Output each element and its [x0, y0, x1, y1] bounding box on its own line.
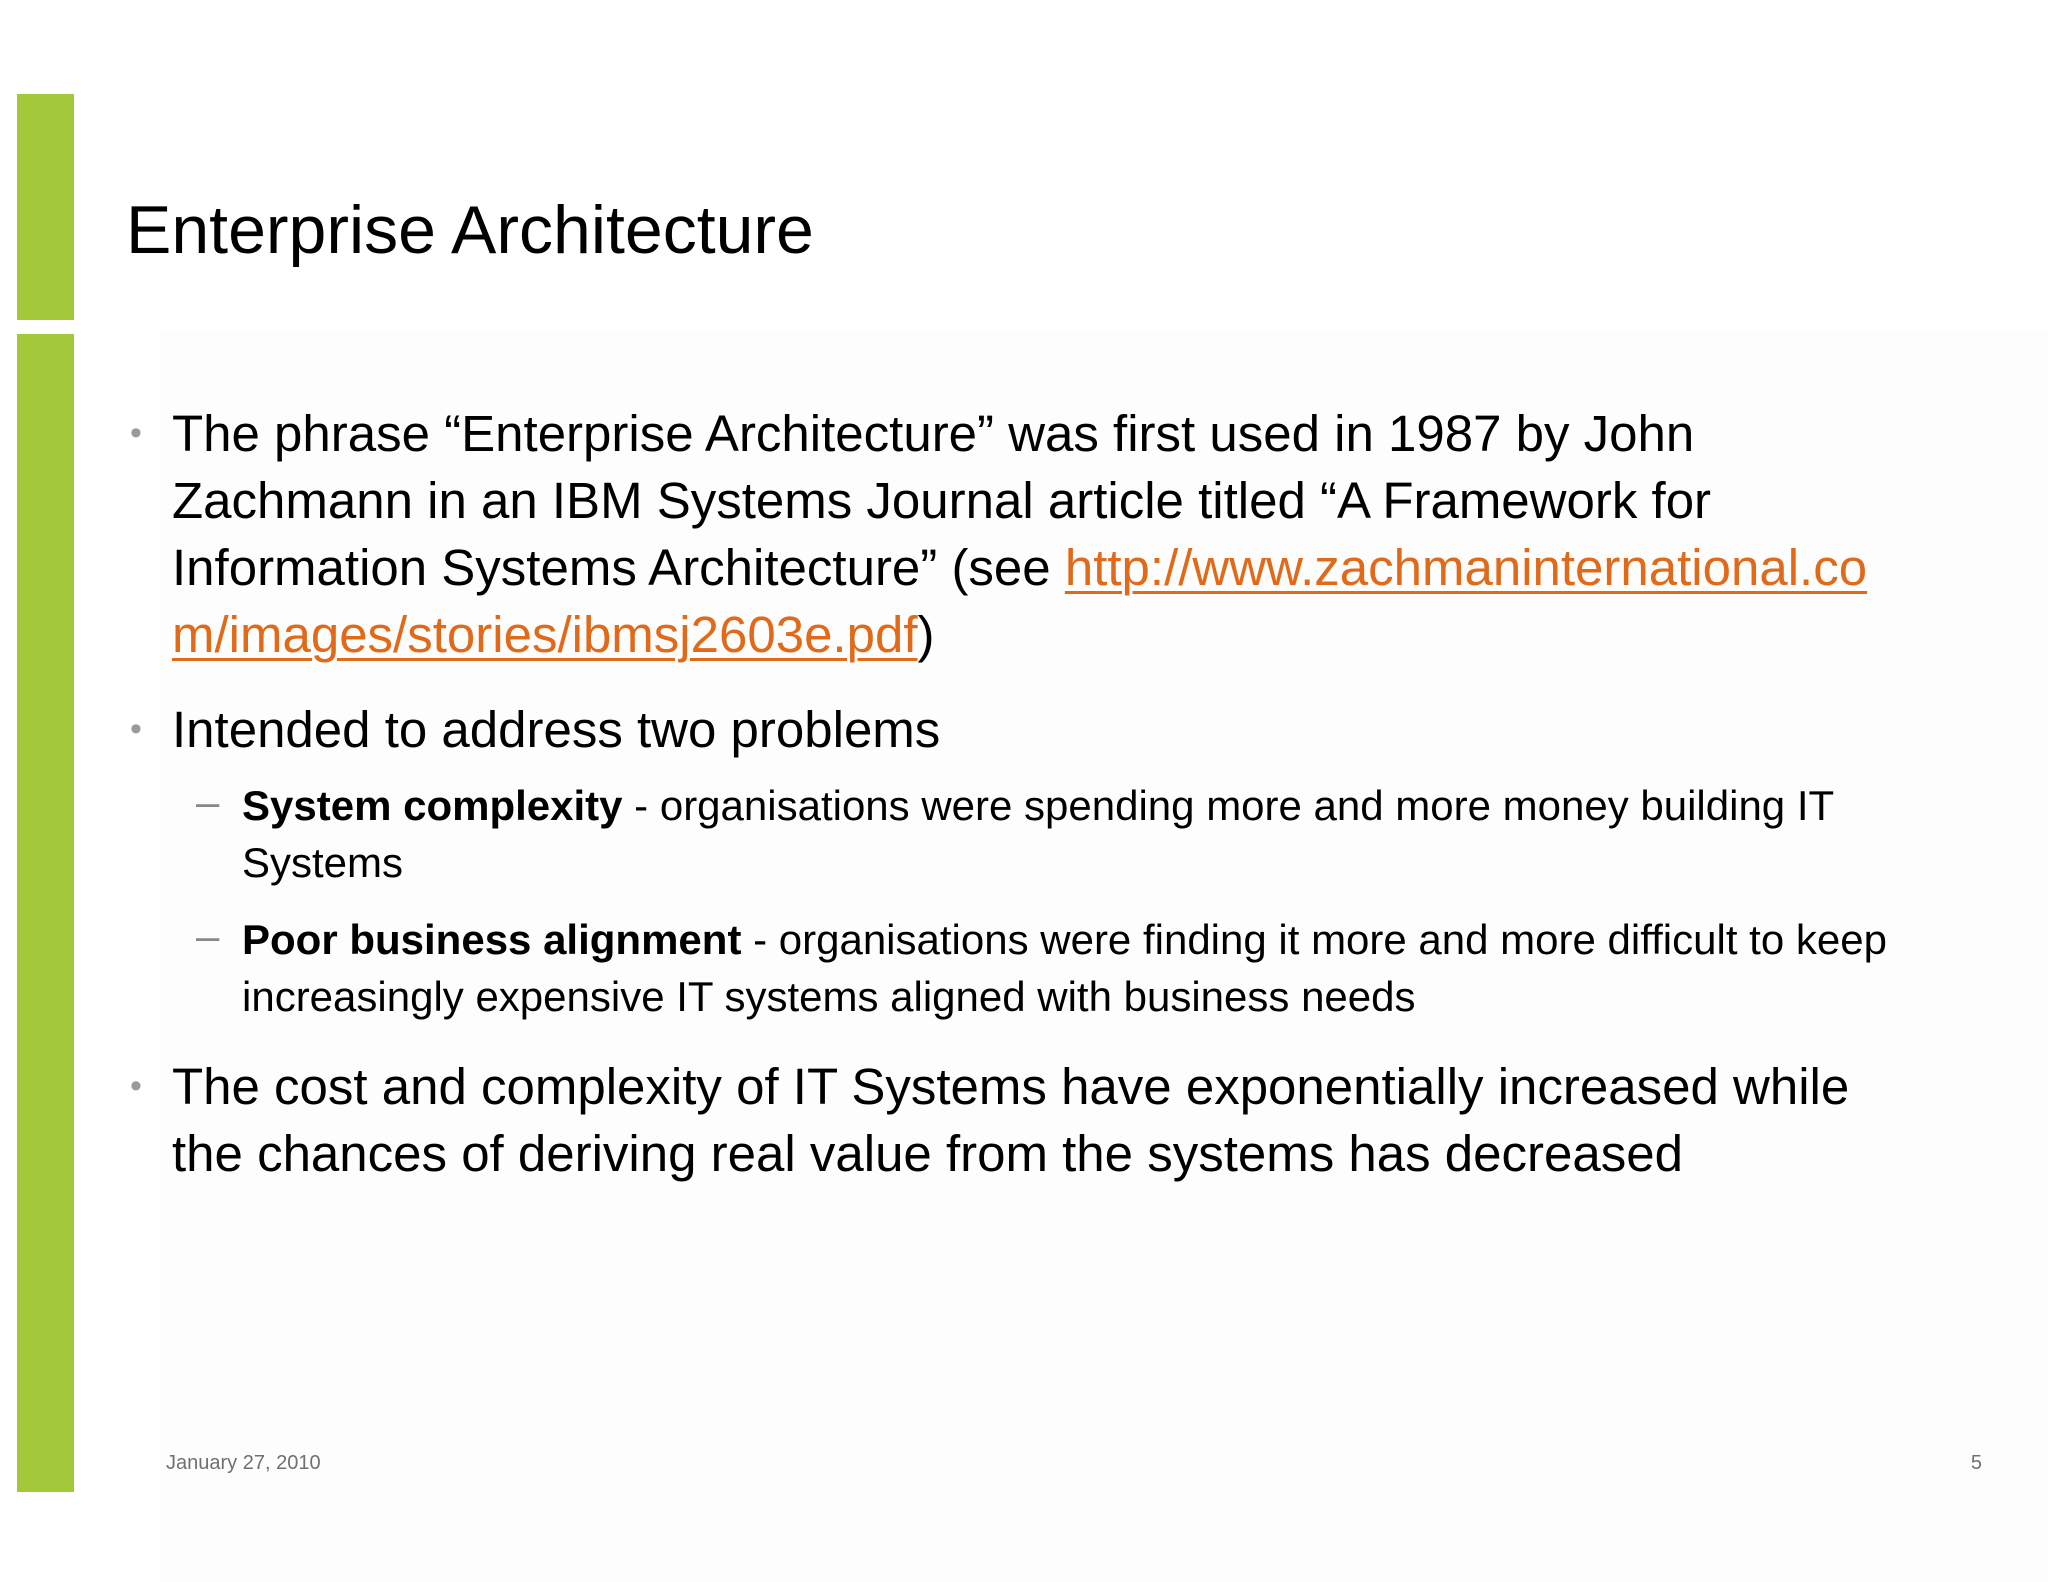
sub-bullet-item: [172, 777, 1906, 891]
accent-bar-bottom: [17, 334, 74, 1492]
bullet-marker: •: [130, 414, 142, 452]
accent-bar-top: [17, 94, 74, 320]
footer-date: January 27, 2010: [166, 1452, 321, 1474]
bullet-text: The phrase “Enterprise Architecture” was first used in 1987 by John Zachmann in an IBM Systems Journal article titled “A Framework for Information Systems Architecture” (see: [172, 405, 1712, 596]
bullet-list: [126, 400, 1906, 1215]
page-number: 5: [1970, 1452, 1982, 1474]
sub-bullet-text: - organisations were finding it more and more difficult to keep increasingly expensive IT systems aligned with business needs: [242, 916, 1887, 1020]
bullet-item: [126, 696, 1906, 1025]
sub-bullet-item: [172, 911, 1906, 1025]
dash-marker: –: [196, 778, 220, 825]
bullet-text: The cost and complexity of IT Systems have exponentially increased while the chances of deriving real value from the systems has decreased: [172, 1058, 1850, 1182]
sub-bullet-list: [172, 777, 1906, 1025]
bullet-text-close: ): [917, 606, 935, 663]
sub-bullet-heading: Poor business alignment: [242, 916, 742, 963]
slide-title: Enterprise Architecture: [126, 192, 814, 268]
bullet-marker: •: [130, 1067, 142, 1105]
bullet-marker: •: [130, 710, 142, 748]
bullet-item: [126, 400, 1906, 668]
bullet-item: [126, 1053, 1906, 1187]
sub-bullet-text: - organisations were spending more and more money building IT Systems: [242, 782, 1834, 886]
sub-bullet-heading: System complexity: [242, 782, 623, 829]
zachman-article-link[interactable]: http://www.zachmaninternational.com/images/stories/ibmsj2603e.pdf: [172, 539, 1868, 663]
bullet-text: Intended to address two problems: [172, 701, 941, 758]
dash-marker: –: [196, 912, 220, 959]
